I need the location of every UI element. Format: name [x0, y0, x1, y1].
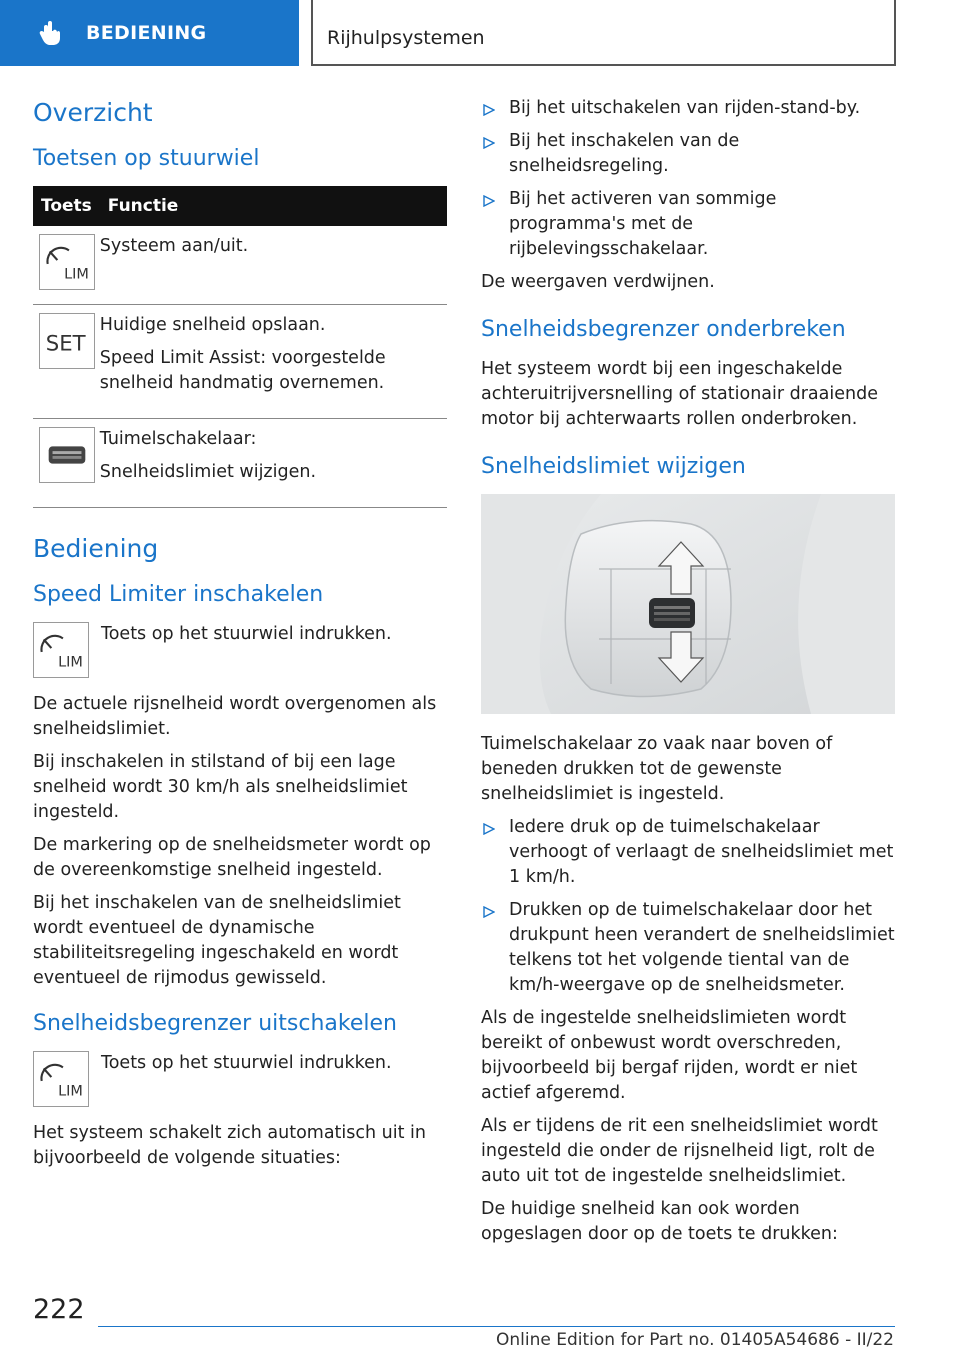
table-row: [33, 419, 447, 508]
paragraph: Als de ingestelde snelheidslimieten wordt bereikt of onbewust wordt overschreden, bijvoorbeeld bij bergaf rijden, wordt er niet actief afgeremd.: [481, 1008, 858, 1103]
hand-pointer-icon: [38, 20, 64, 46]
svg-text:LIM: LIM: [58, 1083, 83, 1100]
list-item: Iedere druk op de tuimelschakelaar verhoogt of verlaagt de snelheidslimiet met 1 km/h.: [481, 815, 895, 890]
key-instruction: [33, 622, 447, 678]
key-instruction-text: Toets op het stuurwiel indrukken.: [101, 1053, 392, 1073]
table-row: [33, 226, 447, 305]
key-instruction: [33, 1051, 447, 1107]
paragraph: De markering op de snelheidsmeter wordt op de overeenkomstige snelheid ingesteld.: [33, 835, 431, 880]
list-item: Bij het activeren van sommige programma's met de rijbelevingsschakelaar.: [481, 187, 895, 262]
lim-button-icon: [39, 234, 95, 290]
section-title: BEDIENING: [86, 22, 207, 44]
paragraph: Tuimelschakelaar zo vaak naar boven of beneden drukken tot de gewenste snelheidslimiet is ingesteld.: [481, 734, 833, 804]
svg-text:LIM: LIM: [64, 266, 89, 283]
paragraph: Het systeem schakelt zich automatisch uit in bijvoorbeeld de volgende situaties:: [33, 1123, 426, 1168]
table-row: [33, 305, 447, 419]
keys-table: [33, 186, 447, 508]
paragraph: De huidige snelheid kan ook worden opgeslagen door op de toets te drukken:: [481, 1199, 838, 1244]
key-instruction-text: Toets op het stuurwiel indrukken.: [101, 624, 392, 644]
heading-bediening: Bediening: [33, 534, 159, 563]
page-number: 222: [33, 1294, 85, 1325]
right-column: [481, 96, 895, 1255]
lim-button-icon: [33, 1051, 89, 1107]
function-text: Tuimelschakelaar:: [99, 429, 257, 449]
paragraph: Bij het inschakelen van de snelheidslimiet wordt eventueel de dynamische stabiliteitsregeling ingeschakeld en wordt eventueel de rijmodus gewisseld.: [33, 893, 401, 988]
triangle-bullet-icon: [483, 906, 495, 918]
col-header-key: Toets: [33, 186, 100, 226]
heading-uitschakelen: Snelheidsbegrenzer uitschakelen: [33, 1011, 397, 1036]
heading-wijzigen: Snelheidslimiet wijzigen: [481, 454, 746, 479]
function-text: Huidige snelheid opslaan.: [99, 315, 326, 335]
footer-edition: Online Edition for Part no. 01405A54686 - II/22: [495, 1330, 894, 1350]
left-column: [33, 96, 447, 1179]
footer-divider: [98, 1326, 895, 1327]
list-item: Drukken op de tuimelschakelaar door het drukpunt heen verandert de snelheidslimiet telkens tot het volgende tiental van de km/h-weergave op de snelheidsmeter.: [481, 898, 895, 998]
paragraph: Bij inschakelen in stilstand of bij een lage snelheid wordt 30 km/h als snelheidslimiet ingesteld.: [33, 752, 408, 822]
bullet-list-rocker: [481, 815, 895, 998]
chapter-title: Rijhulpsystemen: [327, 27, 485, 49]
paragraph: Als er tijdens de rit een snelheidslimiet wordt ingesteld die onder de rijsnelheid ligt, rolt de auto uit tot de ingestelde snelheidslimiet.: [481, 1116, 878, 1186]
svg-text:LIM: LIM: [58, 654, 83, 671]
function-text: Systeem aan/uit.: [99, 236, 249, 256]
paragraph: De actuele rijsnelheid wordt overgenomen als snelheidslimiet.: [33, 694, 437, 739]
heading-toetsen: Toetsen op stuurwiel: [33, 146, 260, 171]
heading-onderbreken: Snelheidsbegrenzer onderbreken: [481, 317, 846, 342]
steering-wheel-rocker-photo: [481, 494, 895, 714]
bullet-list-situations: [481, 96, 895, 262]
paragraph: Het systeem wordt bij een ingeschakelde achteruitrijversnelling of stationair draaiende motor bij achterwaarts rollen onderbroken.: [481, 359, 878, 429]
lim-button-icon: [33, 622, 89, 678]
list-item: Bij het uitschakelen van rijden-stand-by.: [481, 96, 895, 121]
function-text: Snelheidslimiet wijzigen.: [99, 462, 317, 482]
col-header-function: Functie: [100, 186, 447, 226]
function-text: Speed Limit Assist: voorgestelde snelheid handmatig overnemen.: [99, 348, 386, 393]
paragraph: De weergaven verdwijnen.: [481, 272, 715, 292]
triangle-bullet-icon: [483, 104, 495, 116]
heading-overzicht: Overzicht: [33, 98, 153, 127]
triangle-bullet-icon: [483, 195, 495, 207]
svg-text:SET: SET: [45, 331, 86, 357]
triangle-bullet-icon: [483, 137, 495, 149]
heading-inschakelen: Speed Limiter inschakelen: [33, 582, 324, 607]
triangle-bullet-icon: [483, 823, 495, 835]
chapter-box: [311, 0, 896, 66]
section-tab: [0, 0, 299, 66]
rocker-switch-icon: [39, 427, 95, 483]
set-button-icon: [39, 313, 95, 369]
list-item: Bij het inschakelen van de snelheidsregeling.: [481, 129, 895, 179]
